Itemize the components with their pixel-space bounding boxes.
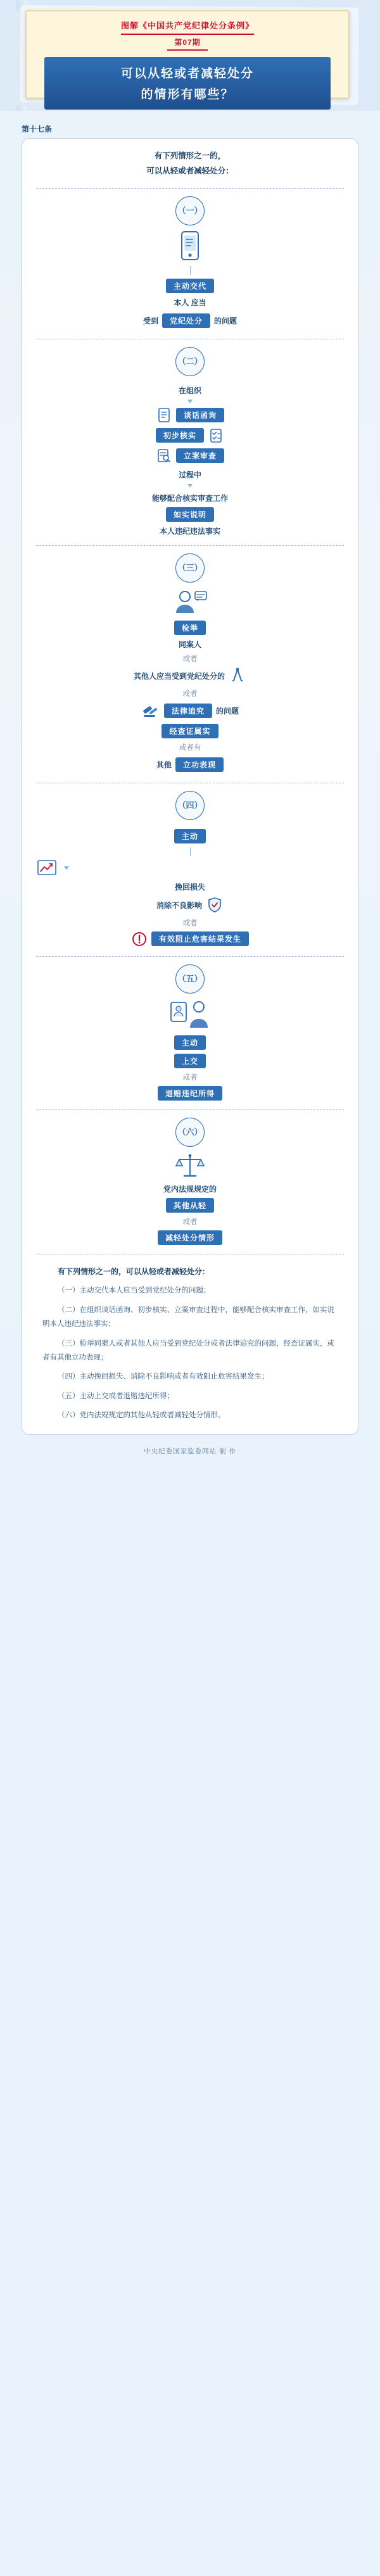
full-text-paragraph-1: （一）主动交代本人应当受到党纪处分的问题； (58, 1287, 211, 1295)
arrow-down-icon (187, 484, 193, 488)
section-three-row-2 (36, 702, 344, 720)
balance-scale-icon (36, 1152, 344, 1180)
alert-icon (131, 931, 148, 947)
section-one (36, 196, 344, 330)
section-one-tag-2: 党纪处分 (162, 313, 210, 328)
section-five-tag-1: 主动 (174, 1035, 206, 1050)
section-three-row-1 (36, 667, 344, 685)
section-two-row-3 (36, 448, 344, 464)
connector-line (190, 847, 191, 856)
section-two-tag-4: 如实说明 (166, 507, 214, 522)
full-text-block (36, 1262, 344, 1423)
shield-icon (206, 896, 224, 914)
section-three-tag-2: 法律追究 (164, 704, 212, 718)
lead-line-1: 有下列情形之一的， (154, 151, 226, 160)
chart-loss-icon (36, 859, 58, 878)
section-two-row-2 (36, 427, 344, 444)
gavel-icon (141, 702, 160, 719)
two-persons-document-icon (36, 999, 344, 1032)
full-text-paragraph-4: （四）主动挽回损失、消除不良影响或者有效阻止危害结果发生； (58, 1373, 269, 1381)
section-two-number: （二） (175, 347, 205, 376)
lead-text (36, 149, 344, 179)
header-divider-1 (121, 34, 254, 35)
section-three-tag-1: 检举 (174, 621, 206, 635)
section-five (36, 964, 344, 1101)
section-two-row-1 (36, 407, 344, 424)
divider (36, 188, 344, 189)
section-three-tag-4: 立功表现 (175, 757, 224, 772)
section-five-or-1: 或者 (182, 1073, 198, 1082)
header-banner-line1: 可以从轻或者减轻处分 (120, 67, 254, 80)
arrow-down-icon (64, 866, 69, 870)
section-four-tag-2: 有效阻止危害结果发生 (151, 931, 249, 946)
connector-line (190, 266, 191, 275)
header-card (25, 10, 350, 99)
section-four-row-1 (36, 859, 344, 878)
section-one-tag-main: 主动交代 (166, 279, 214, 293)
full-text-paragraph-2: （二）在组织谈话函询、初步核实、立案审查过程中，能够配合核实审查工作，如实说明本人违纪违法事实； (42, 1306, 334, 1329)
divider (36, 956, 344, 957)
header-banner-line2: 的情形有哪些？ (141, 88, 234, 101)
full-text-paragraph-5: （五）主动上交或者退赔违纪所得； (58, 1392, 174, 1400)
full-text-paragraph-6: （六）党内法规规定的其他从轻或者减轻处分情形。 (58, 1411, 225, 1420)
section-four-tag-1: 主动 (174, 829, 206, 843)
section-three-row-3 (36, 755, 344, 774)
section-six (36, 1118, 344, 1245)
section-four-text-2: 消除不良影响 (156, 900, 202, 910)
section-one-number: （一） (175, 196, 205, 225)
section-two-tag-1: 谈话函询 (176, 408, 224, 422)
section-five-tag-3: 退赔违纪所得 (158, 1086, 222, 1101)
section-two-text-3: 能够配合核实审查工作 (151, 493, 228, 503)
header-title-line1: 图解《中国共产党纪律处分条例》 (120, 21, 254, 30)
section-two-tag-2: 初步核实 (156, 428, 204, 443)
header-question-banner (44, 57, 331, 110)
section-four-text-1: 挽回损失 (174, 882, 205, 892)
section-three-text-3: 的问题 (216, 706, 239, 716)
section-two-tag-3: 立案审查 (176, 448, 224, 463)
section-one-text-2: 受到 (142, 316, 158, 325)
section-one-text-3: 的问题 (214, 316, 238, 325)
divider (36, 1109, 344, 1110)
header-title-line2: 第07期 (174, 38, 201, 47)
header-divider-2 (167, 49, 208, 51)
section-four (36, 791, 344, 947)
section-three (36, 553, 344, 774)
section-three-text-2: 其他人应当受到党纪处分的 (133, 671, 225, 681)
section-three-tag-3: 经查证属实 (162, 724, 218, 738)
lead-line-2: 可以从轻或者减轻处分： (146, 166, 234, 175)
full-text-title: 有下列情形之一的，可以从轻或者减轻处分： (58, 1266, 210, 1276)
section-three-or-2: 或者 (182, 690, 198, 698)
section-four-row-3 (36, 931, 344, 947)
section-four-or-1: 或者 (182, 919, 198, 927)
section-three-text-4: 其他 (156, 760, 172, 769)
section-five-number: （五） (175, 964, 205, 994)
footer-credit: 中央纪委国家监委网站 制 作 (144, 1447, 236, 1455)
section-six-tag-1: 其他从轻 (166, 1198, 214, 1213)
compass-icon (229, 667, 246, 685)
section-three-or-1: 或者 (182, 655, 198, 663)
main-content-card (22, 138, 358, 1435)
checklist-icon (208, 427, 224, 444)
section-three-number: （三） (175, 553, 205, 583)
section-four-number: （四） (175, 791, 205, 820)
section-one-row (36, 312, 344, 330)
section-four-row-2 (36, 896, 344, 914)
person-speaking-icon (36, 588, 344, 617)
section-three-text-1: 同案人 (178, 640, 201, 649)
section-two (36, 347, 344, 536)
file-search-icon (156, 448, 172, 464)
section-two-text-2: 过程中 (178, 470, 201, 479)
section-three-or-3: 或者有 (179, 743, 201, 752)
document-icon (156, 407, 172, 424)
full-text-paragraph-3: （三）检举同案人或者其他人应当受到党纪处分或者法律追究的问题，经查证属实，或者有其他立功表现； (42, 1339, 334, 1361)
arrow-down-icon (187, 400, 193, 403)
section-six-text-1: 党内法规规定的 (163, 1184, 217, 1194)
divider (36, 545, 344, 546)
section-six-tag-2: 减轻处分情形 (158, 1230, 222, 1245)
mobile-phone-icon (36, 230, 344, 263)
section-two-text-1: 在组织 (178, 386, 201, 395)
section-five-tag-2: 上交 (174, 1054, 206, 1068)
section-six-number: （六） (175, 1118, 205, 1147)
article-label: 第十七条 (22, 125, 53, 134)
section-six-or-1: 或者 (182, 1218, 198, 1226)
header-banner (0, 0, 380, 111)
section-two-text-4: 本人违纪违法事实 (159, 526, 220, 536)
section-one-text-1: 本人 应当 (174, 298, 206, 307)
